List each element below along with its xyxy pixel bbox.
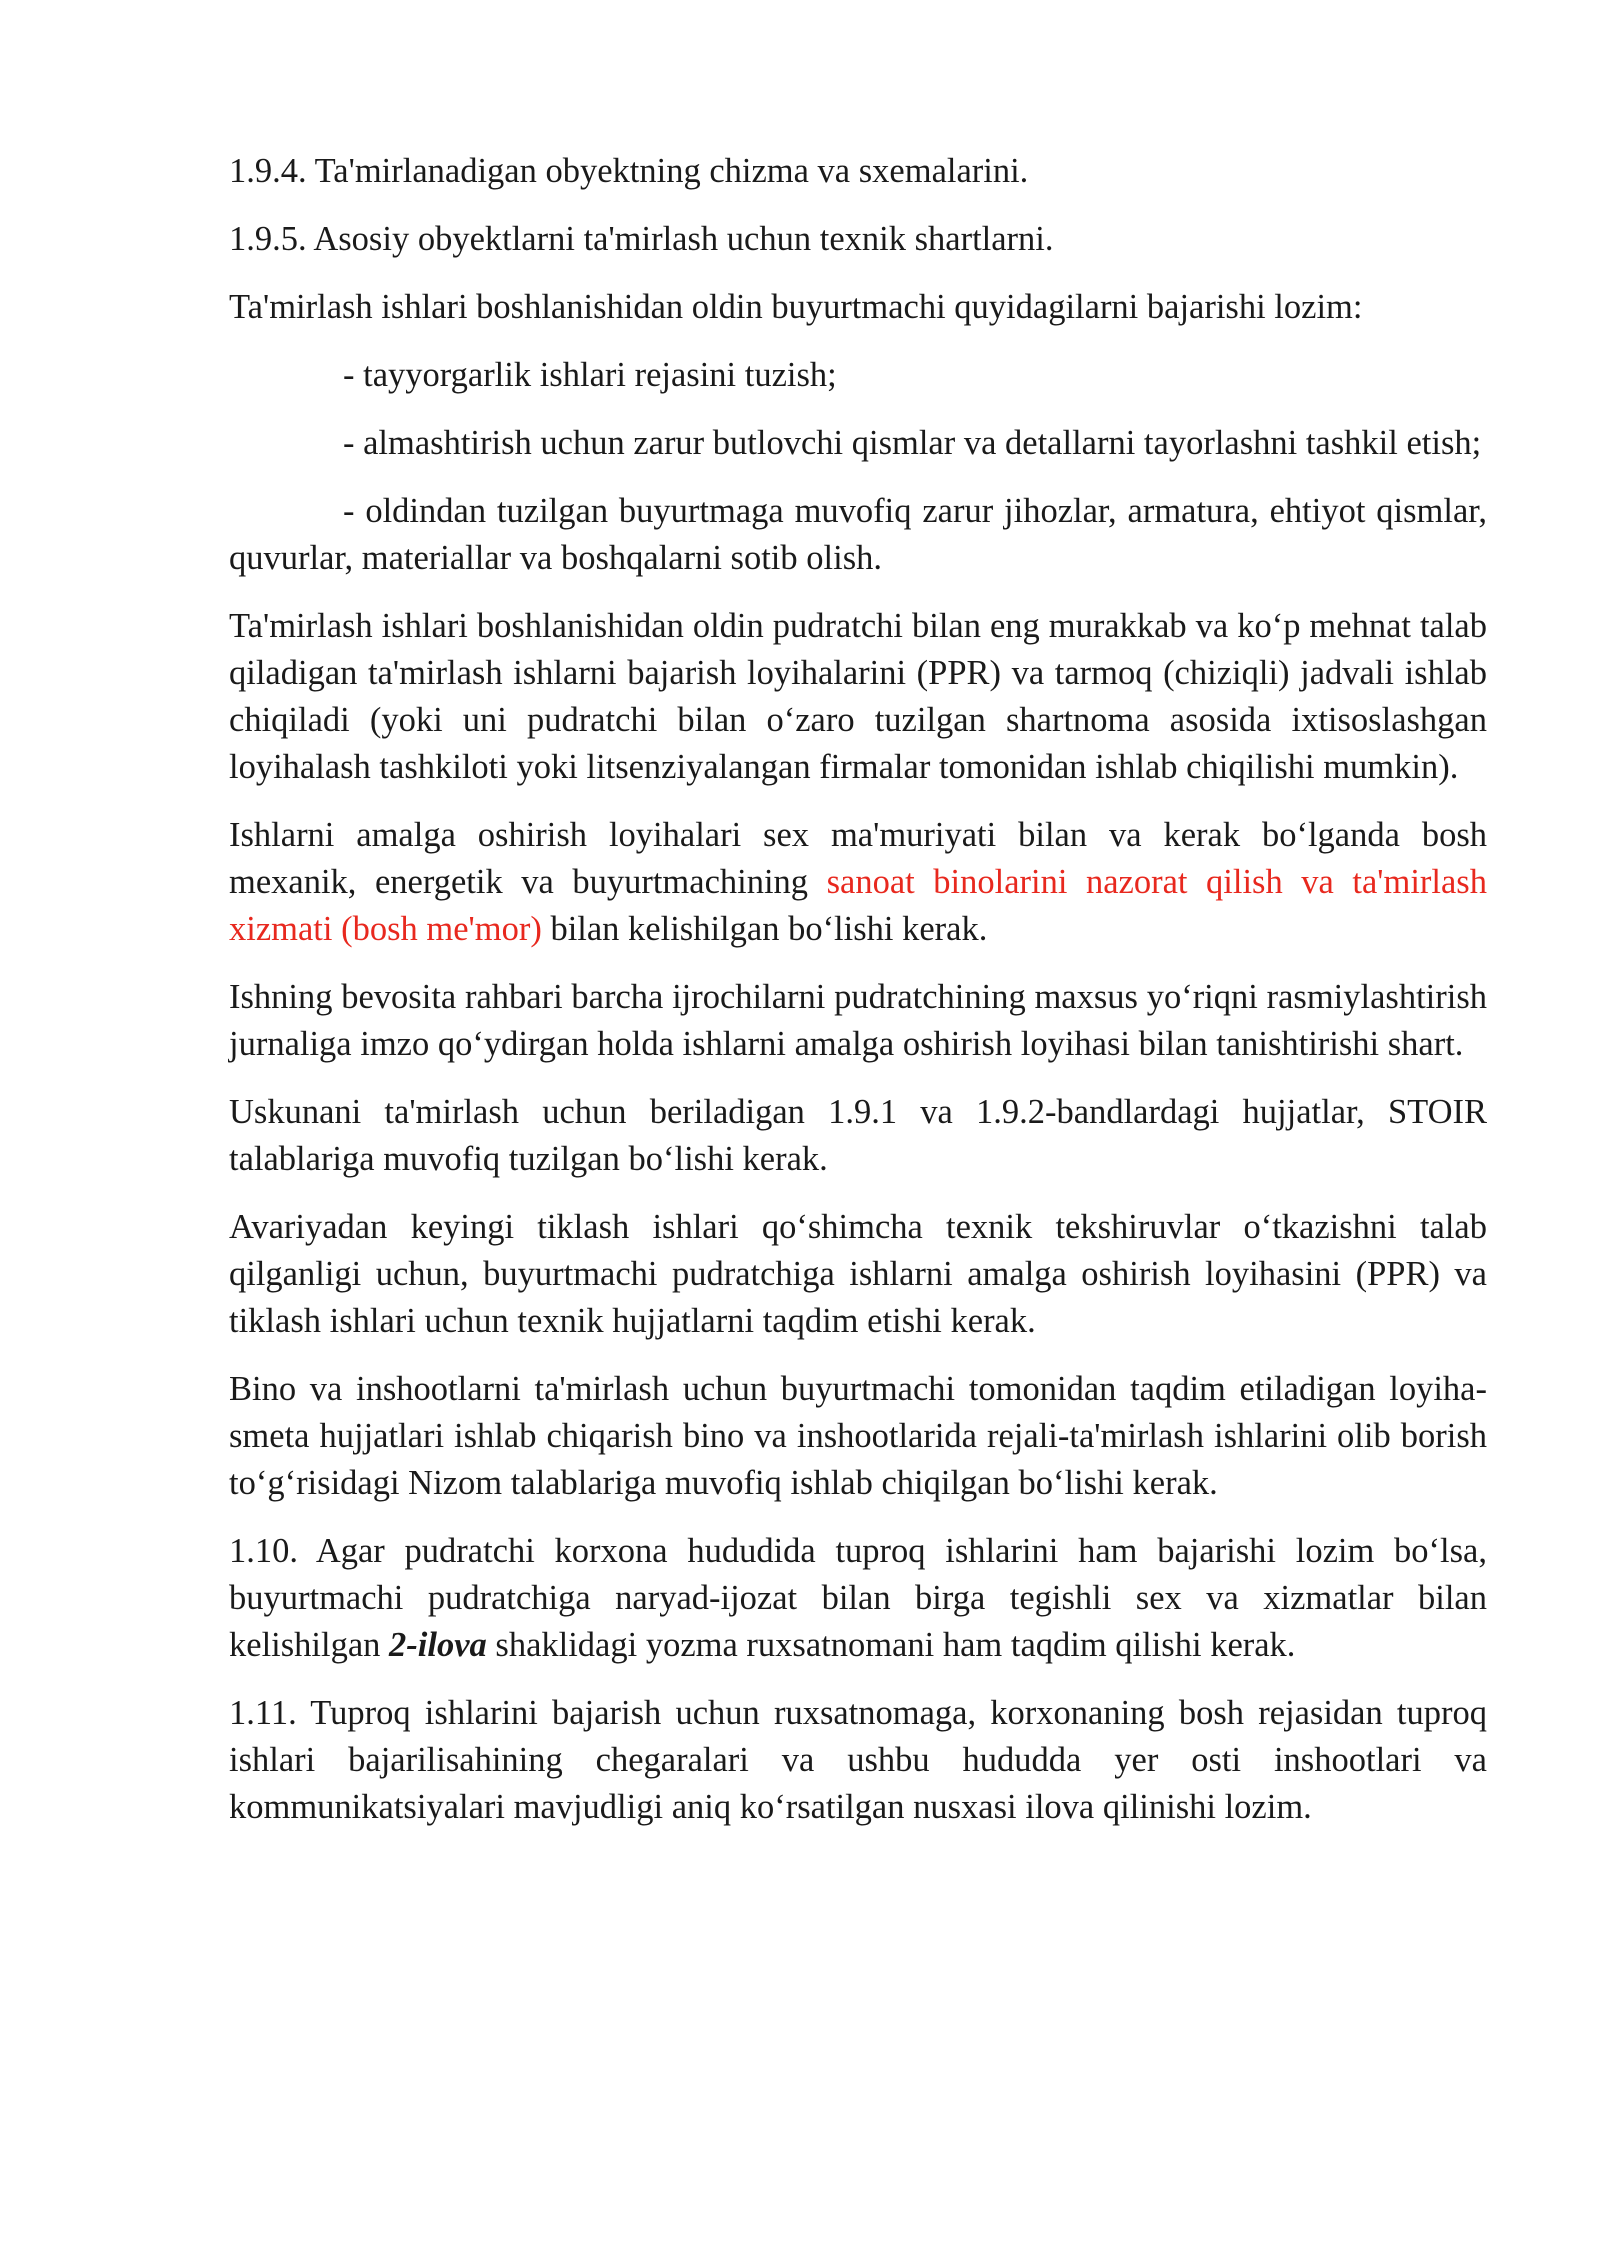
- emergency-paragraph: Avariyadan keyingi tiklash ishlari qo‘shimcha texnik tekshiruvlar o‘tkazishni talab qilganligi uchun, buyurtmachi pudratchiga ishlarni amalga oshirish loyihasini (PPR) va tiklash ishlari uchun texnik hujjatlarni taqdim etishi kerak.: [229, 1208, 1487, 1340]
- customer-duty-bullet: - almashtirish uchun zarur butlovchi qismlar va detallarni tayorlashni tashkil etish;: [343, 424, 1482, 462]
- agreement-text-end: bilan kelishilgan bo‘lishi kerak.: [541, 910, 988, 948]
- item-1-11: 1.11. Tuproq ishlarini bajarish uchun ruxsatnomaga, korxonaning bosh rejasidan tuproq ishlari bajarilisahining chegaralari va ushbu hududda yer osti inshootlari va kommunikatsiyalari mavjudligi aniq ko‘rsatilgan nusxasi ilova qilinishi lozim.: [229, 1694, 1487, 1826]
- agreement-paragraph: [229, 812, 1487, 953]
- appendix-reference: 2-ilova: [389, 1626, 487, 1664]
- customer-duty-bullet: - tayyorgarlik ishlari rejasini tuzish;: [343, 356, 837, 394]
- highlighted-service-name: sanoat binolarini nazorat qilish va ta'mirlash xizmati (bosh me'mor): [229, 863, 1487, 948]
- ppr-paragraph: Ta'mirlash ishlari boshlanishidan oldin pudratchi bilan eng murakkab va ko‘p mehnat talab qiladigan ta'mirlash ishlarni bajarish loyihalarini (PPR) va tarmoq (chiziqli) jadvali ishlab chiqiladi (yoki uni pudratchi bilan o‘zaro tuzilgan shartnoma asosida ixtisoslashgan loyihalash tashkiloti yoki litsenziyalangan firmalar tomonidan ishlab chiqilishi mumkin).: [229, 607, 1487, 786]
- stoir-paragraph: Uskunani ta'mirlash uchun beriladigan 1.9.1 va 1.9.2-bandlardagi hujjatlar, STOIR talablariga muvofiq tuzilgan bo‘lishi kerak.: [229, 1093, 1487, 1178]
- item-1-10: [229, 1528, 1487, 1669]
- item-1-9-5: 1.9.5. Asosiy obyektlarni ta'mirlash uchun texnik shartlarni.: [229, 220, 1054, 258]
- customer-duty-bullet: - oldindan tuzilgan buyurtmaga muvofiq zarur jihozlar, armatura, ehtiyot qismlar, quvurlar, materiallar va boshqalarni sotib olish.: [229, 492, 1487, 577]
- agreement-text-start: Ishlarni amalga oshirish loyihalari sex ma'muriyati bilan va kerak bo‘lganda bosh mexanik, energetik va buyurtmachining: [229, 816, 1487, 901]
- buildings-paragraph: Bino va inshootlarni ta'mirlash uchun buyurtmachi tomonidan taqdim etiladigan loyiha-smeta hujjatlari ishlab chiqarish bino va inshootlarida rejali-ta'mirlash ishlarini olib borish to‘g‘risidagi Nizom talablariga muvofiq ishlab chiqilgan bo‘lishi kerak.: [229, 1370, 1487, 1502]
- document-body: [229, 148, 1487, 1852]
- item-1-10-text-end: shaklidagi yozma ruxsatnomani ham taqdim qilishi kerak.: [486, 1626, 1296, 1664]
- item-1-9-4: 1.9.4. Ta'mirlanadigan obyektning chizma va sxemalarini.: [229, 152, 1029, 190]
- item-1-10-text-start: 1.10. Agar pudratchi korxona hududida tuproq ishlarini ham bajarishi lozim bo‘lsa, buyurtmachi pudratchiga naryad-ijozat bilan birga tegishli sex va xizmatlar bilan kelishilgan: [229, 1532, 1487, 1664]
- supervisor-paragraph: Ishning bevosita rahbari barcha ijrochilarni pudratchining maxsus yo‘riqni rasmiylashtirish jurnaliga imzo qo‘ydirgan holda ishlarni amalga oshirish loyihasi bilan tanishtirishi shart.: [229, 978, 1487, 1063]
- customer-duties-intro: Ta'mirlash ishlari boshlanishidan oldin buyurtmachi quyidagilarni bajarishi lozim:: [229, 288, 1363, 326]
